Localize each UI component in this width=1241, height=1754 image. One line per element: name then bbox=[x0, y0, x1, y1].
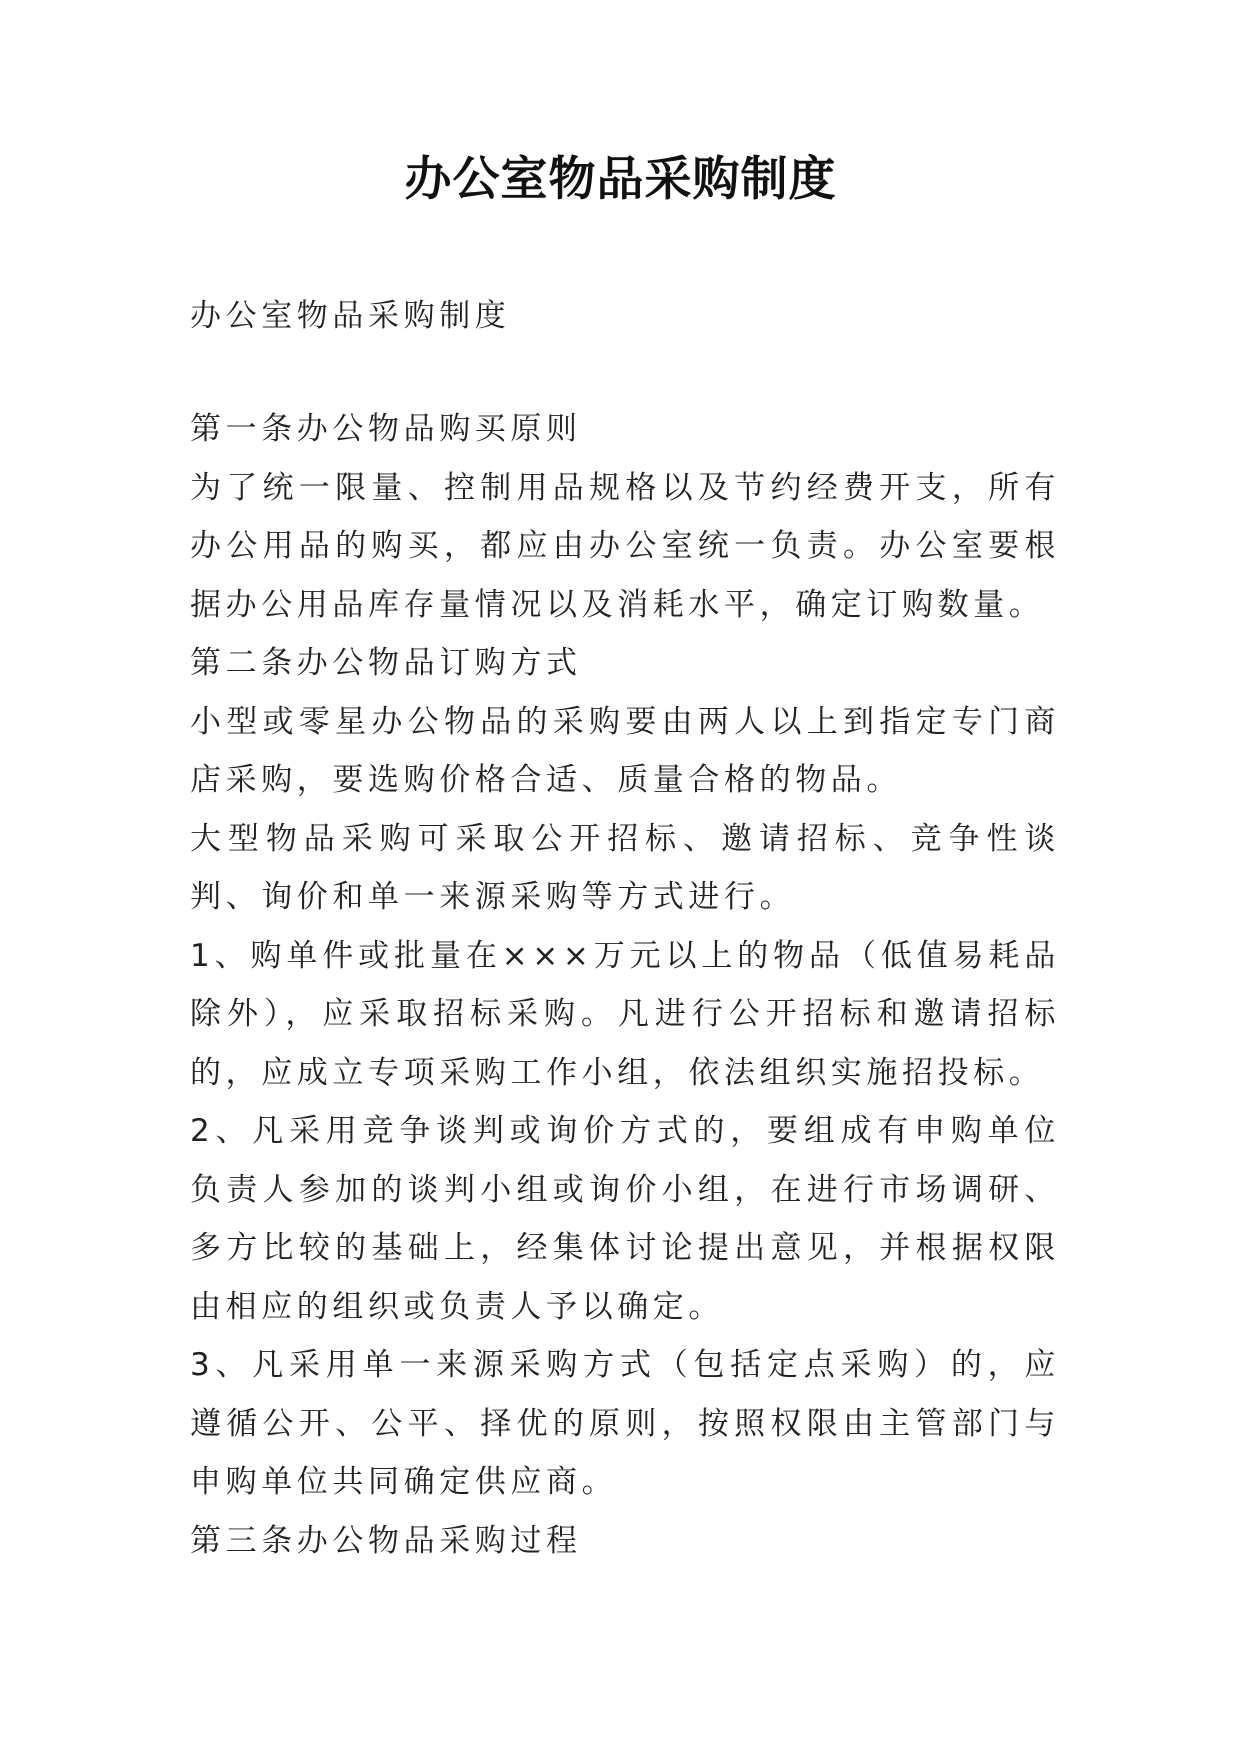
paragraph-3: 大型物品采购可采取公开招标、邀请招标、竞争性谈判、询价和单一来源采购等方式进行。 bbox=[190, 820, 1060, 915]
document-title: 办公室物品采购制度 bbox=[404, 152, 837, 207]
paragraph-4: 1、购单件或批量在×××万元以上的物品（低值易耗品除外），应采取招标采购。凡进行公开招标和邀请招标的，应成立专项采购工作小组，依法组织实施招投标。 bbox=[190, 937, 1060, 1091]
paragraph-2: 小型或零星办公物品的采购要由两人以上到指定专门商店采购，要选购价格合适、质量合格的物品。 bbox=[190, 703, 1060, 798]
paragraph-6: 3、凡采用单一来源采购方式（包括定点采购）的，应遵循公开、公平、择优的原则，按照权限由主管部门与申购单位共同确定供应商。 bbox=[190, 1347, 1060, 1500]
document-subtitle: 办公室物品采购制度 bbox=[190, 298, 511, 334]
paragraph-5: 2、凡采用竞争谈判或询价方式的，要组成有申购单位负责人参加的谈判小组或询价小组，在进行市场调研、多方比较的基础上，经集体讨论提出意见，并根据权限由相应的组织或负责人予以确定。 bbox=[190, 1113, 1060, 1325]
section-heading-1: 第一条办公物品购买原则 bbox=[190, 411, 582, 447]
section-heading-2: 第二条办公物品订购方式 bbox=[190, 645, 582, 681]
paragraph-1: 为了统一限量、控制用品规格以及节约经费开支，所有办公用品的购买，都应由办公室统一负责。办公室要根据办公用品库存量情况以及消耗水平，确定订购数量。 bbox=[190, 469, 1060, 623]
section-heading-3: 第三条办公物品采购过程 bbox=[190, 1522, 582, 1559]
document-body bbox=[190, 400, 1060, 1570]
